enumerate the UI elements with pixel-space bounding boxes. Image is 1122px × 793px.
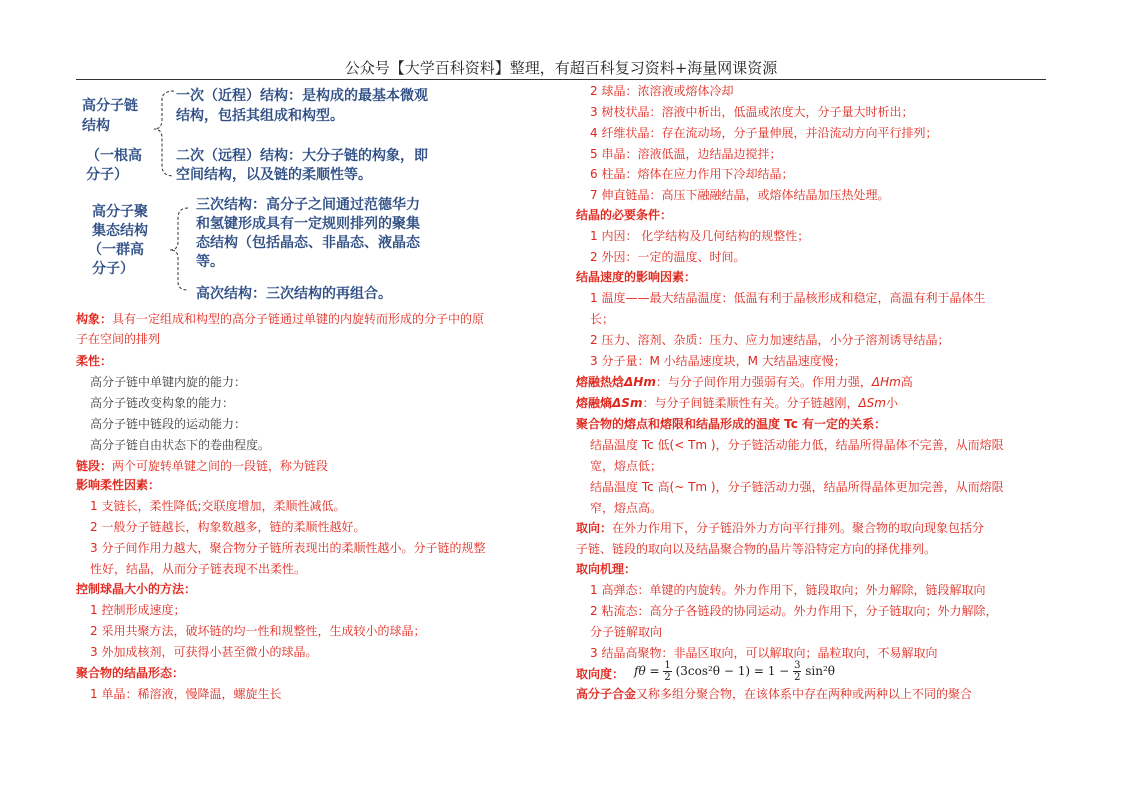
flex-item: 高分子链自由状态下的卷曲程度。 xyxy=(90,438,271,452)
entropy-end: 小 xyxy=(885,396,898,410)
formula-lhs: fθ = xyxy=(634,664,660,678)
flex-item: 高分子链改变构象的能力： xyxy=(90,396,235,410)
mechanism-term: 取向机理： xyxy=(576,562,637,576)
fraction-half-num: 1 xyxy=(664,660,671,671)
segment-def: 两个可旋转单键之间的一段链，称为链段 xyxy=(112,459,329,473)
flex-item: 高分子链中链段的运动能力： xyxy=(90,417,247,431)
relation-item: 宽，熔点低； xyxy=(590,459,663,473)
rate-term: 结晶速度的影响因素： xyxy=(576,270,697,284)
secondary-structure-1: 二次（远程）结构：大分子链的构象，即 xyxy=(176,148,428,164)
entropy-symbol: ΔSm xyxy=(612,396,643,410)
alloy-line xyxy=(576,686,972,703)
formula-rhs: sin²θ xyxy=(805,664,836,678)
flex-item: 高分子链中单键内旋的能力： xyxy=(90,375,247,389)
conformation-term: 构象： xyxy=(76,312,113,326)
orient-term: 取向： xyxy=(576,521,613,535)
orient-def-1: 在外力作用下，分子链沿外力方向平行排列。聚合物的取向现象包括分 xyxy=(612,521,985,535)
fraction-three-den: 2 xyxy=(794,672,801,683)
segment-line xyxy=(76,458,328,475)
condition-item: 2 外因：一定的温度、时间。 xyxy=(590,250,746,264)
header-rule xyxy=(76,79,1046,80)
rate-item: 1 温度——最大结晶温度：低温有利于晶核形成和稳定，高温有利于晶体生 xyxy=(590,291,986,305)
aggregate-title-2: 集态结构 xyxy=(92,223,148,239)
relation-term: 聚合物的熔点和熔限和结晶形成的温度 Tc 有一定的关系： xyxy=(576,417,887,431)
primary-structure-1: 一次（近程）结构：是构成的最基本微观 xyxy=(176,88,428,104)
tertiary-structure-1: 三次结构：高分子之间通过范德华力 xyxy=(196,197,420,213)
enthalpy-end: 高 xyxy=(900,375,913,389)
factor-item: 2 一般分子链越长，构象数越多，链的柔顺性越好。 xyxy=(90,520,366,534)
mechanism-item: 2 粘流态：高分子各链段的协同运动。外力作用下，分子链取向；外力解除， xyxy=(590,604,998,618)
orient-line-2: 子链、链段的取向以及结晶聚合物的晶片等沿特定方向的择优排列。 xyxy=(576,542,937,556)
tertiary-structure-4: 等。 xyxy=(196,254,224,270)
enthalpy-term: 熔融热焓 xyxy=(576,375,625,389)
enthalpy-symbol: ΔHm xyxy=(624,375,656,389)
relation-item: 结晶温度 Tc 高(~ Tm )，分子链活动力强，结晶所得晶体更加完善，从而熔限 xyxy=(590,480,1004,494)
condition-item: 1 内因： 化学结构及几何结构的规整性； xyxy=(590,229,810,243)
factors-term: 影响柔性因素： xyxy=(76,478,161,492)
conformation-line-1 xyxy=(76,311,484,328)
entropy-line xyxy=(576,395,898,412)
factor-item: 3 分子间作用力越大，聚合物分子链所表现出的柔顺性越小。分子链的规整 xyxy=(90,541,486,555)
mechanism-item: 3 结晶高聚物：非晶区取向，可以解取向；晶粒取向，不易解取向 xyxy=(590,646,938,660)
spherulite-item: 3 外加成核剂，可获得小甚至微小的球晶。 xyxy=(90,645,318,659)
factor-item: 性好，结晶，从而分子链表现不出柔性。 xyxy=(90,562,307,576)
flex-term: 柔性： xyxy=(76,354,113,368)
spherulite-item: 1 控制形成速度； xyxy=(90,603,186,617)
rate-item: 2 压力、溶剂、杂质：压力、应力加速结晶，小分子溶剂诱导结晶； xyxy=(590,333,950,347)
aggregate-title-3: （一群高 xyxy=(88,242,144,258)
higher-structure: 高次结构：三次结构的再组合。 xyxy=(196,286,392,302)
alloy-def: 又称多组分聚合物，在该体系中存在两种或两种以上不同的聚合 xyxy=(636,687,973,701)
entropy-symbol-2: ΔSm xyxy=(858,396,886,410)
fraction-three-half xyxy=(793,660,801,683)
degree-term: 取向度： xyxy=(576,667,625,681)
morph-item: 4 纤维状晶：存在流动场，分子量伸展，并沿流动方向平行排列； xyxy=(590,126,938,140)
chain-structure-title-1: 高分子链 xyxy=(82,98,138,114)
morph-item: 6 柱晶：熔体在应力作用下冷却结晶； xyxy=(590,167,794,181)
chain-structure-sub-1: （一根高 xyxy=(86,148,142,164)
morph-item: 7 伸直链晶：高压下融融结晶，或熔体结晶加压热处理。 xyxy=(590,188,890,202)
chain-structure-title-2: 结构 xyxy=(82,118,110,134)
morph-item: 5 串晶：溶液低温，边结晶边搅拌； xyxy=(590,147,782,161)
aggregate-title-1: 高分子聚 xyxy=(92,204,148,220)
aggregate-title-4: 分子） xyxy=(92,261,134,277)
relation-item: 窄，熔点高。 xyxy=(590,501,663,515)
primary-structure-2: 结构，包括其组成和构型。 xyxy=(176,108,344,124)
enthalpy-symbol-2: ΔHm xyxy=(871,375,901,389)
tertiary-structure-2: 和氢键形成具有一定规则排列的聚集 xyxy=(196,216,420,232)
entropy-term: 熔融熵 xyxy=(576,396,613,410)
mechanism-item: 分子链解取向 xyxy=(590,625,663,639)
spherulite-item: 2 采用共聚方法，破坏链的均一性和规整性，生成较小的球晶； xyxy=(90,624,426,638)
rate-item: 3 分子量：M 小结晶速度块，M 大结晶速度慢； xyxy=(590,354,846,368)
conformation-def-1: 具有一定组成和构型的高分子链通过单键的内旋转而形成的分子中的原 xyxy=(112,312,485,326)
tertiary-structure-3: 态结构（包括晶态、非晶态、液晶态 xyxy=(196,235,420,251)
segment-term: 链段： xyxy=(76,459,113,473)
orient-line-1 xyxy=(576,520,984,537)
aggregate-brace xyxy=(162,196,192,298)
morph-term: 聚合物的结晶形态： xyxy=(76,666,185,680)
morph-item: 2 球晶：浓溶液或熔体冷却 xyxy=(590,84,734,98)
secondary-structure-2: 空间结构，以及链的柔顺性等。 xyxy=(176,167,372,183)
orientation-formula xyxy=(634,660,835,683)
morph-item: 3 树枝状晶：溶液中析出，低温或浓度大，分子量大时析出； xyxy=(590,105,914,119)
mechanism-item: 1 高弹态：单键的内旋转。外力作用下，链段取向；外力解除，链段解取向 xyxy=(590,583,986,597)
factor-item: 1 支链长，柔性降低;交联度增加，柔顺性减低。 xyxy=(90,499,346,513)
rate-item: 长； xyxy=(590,312,615,326)
chain-structure-sub-2: 分子） xyxy=(86,167,128,183)
formula-mid: (3cos²θ − 1) = 1 − xyxy=(675,664,790,678)
morph-item: 1 单晶：稀溶液，慢降温，螺旋生长 xyxy=(90,687,282,701)
chain-brace xyxy=(148,88,178,183)
alloy-term: 高分子合金 xyxy=(576,687,637,701)
entropy-def: ：与分子间链柔顺性有关。分子链越刚， xyxy=(642,396,859,410)
condition-term: 结晶的必要条件： xyxy=(576,208,673,222)
spherulite-term: 控制球晶大小的方法： xyxy=(76,582,197,596)
fraction-half xyxy=(663,660,671,683)
fraction-three-num: 3 xyxy=(794,660,801,671)
fraction-half-den: 2 xyxy=(664,672,671,683)
relation-item: 结晶温度 Tc 低(< Tm )，分子链活动能力低，结晶所得晶体不完善，从而熔限 xyxy=(590,438,1004,452)
enthalpy-def: ：与分子间作用力强弱有关。作用力强， xyxy=(655,375,872,389)
page-header: 公众号【大学百科资料】整理，有超百科复习资料+海量网课资源 xyxy=(344,59,778,77)
conformation-line-2: 子在空间的排列 xyxy=(76,332,161,346)
enthalpy-line xyxy=(576,374,913,391)
